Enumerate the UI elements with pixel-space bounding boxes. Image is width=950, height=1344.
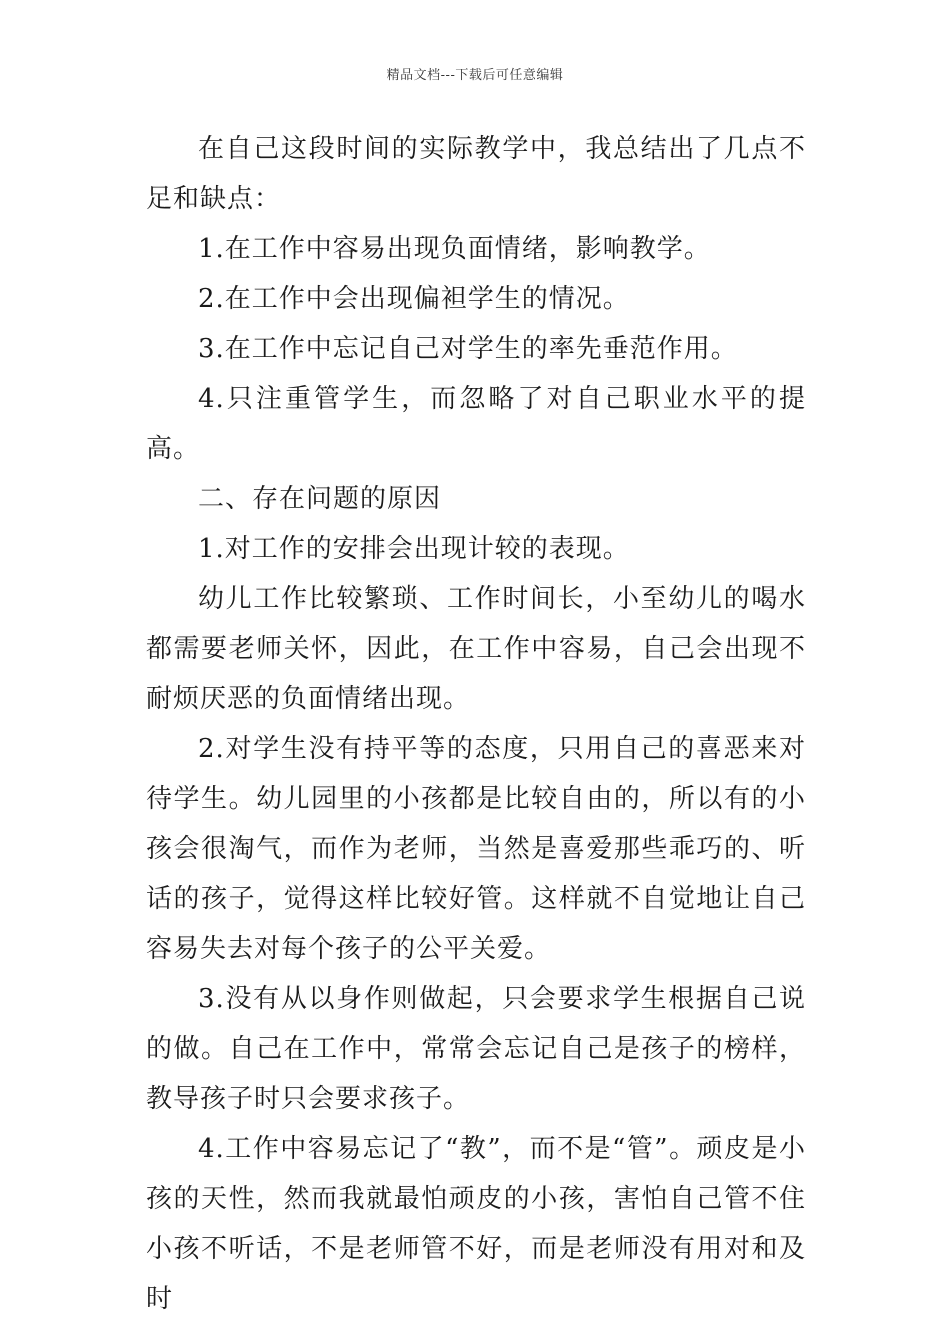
paragraph-cause-4: 4.工作中容易忘记了“教”，而不是“管”。顽皮是小孩的天性，然而我就最怕顽皮的小孩，害怕自己管不住小孩不听话，不是老师管不好，而是老师没有用对和及时: [146, 1134, 806, 1314]
list-item-2: 2.在工作中会出现偏袒学生的情况。: [198, 284, 630, 314]
list-item-3: 3.在工作中忘记自己对学生的率先垂范作用。: [198, 334, 738, 364]
section-heading: 二、存在问题的原因: [198, 484, 442, 514]
list-item-1: 1.在工作中容易出现负面情绪，影响教学。: [198, 234, 711, 264]
page-header: 精品文档---下载后可任意编辑: [386, 68, 564, 83]
cause-item-1: 1.对工作的安排会出现计较的表现。: [198, 534, 630, 564]
document-body: [146, 124, 806, 1324]
list-item-4: 4.只注重管学生，而忽略了对自己职业水平的提高。: [146, 384, 806, 464]
paragraph-cause-3: 3.没有从以身作则做起，只会要求学生根据自己说的做。自己在工作中，常常会忘记自己是孩子的榜样，教导孩子时只会要求孩子。: [146, 984, 806, 1114]
paragraph-intro: 在自己这段时间的实际教学中，我总结出了几点不足和缺点：: [146, 134, 806, 214]
paragraph-cause-2: 2.对学生没有持平等的态度，只用自己的喜恶来对待学生。幼儿园里的小孩都是比较自由的，所以有的小孩会很淘气，而作为老师，当然是喜爱那些乖巧的、听话的孩子，觉得这样比较好管。这样就不自觉地让自己容易失去对每个孩子的公平关爱。: [146, 734, 806, 964]
paragraph-cause-1-detail: 幼儿工作比较繁琐、工作时间长，小至幼儿的喝水都需要老师关怀，因此，在工作中容易，自己会出现不耐烦厌恶的负面情绪出现。: [146, 584, 806, 714]
